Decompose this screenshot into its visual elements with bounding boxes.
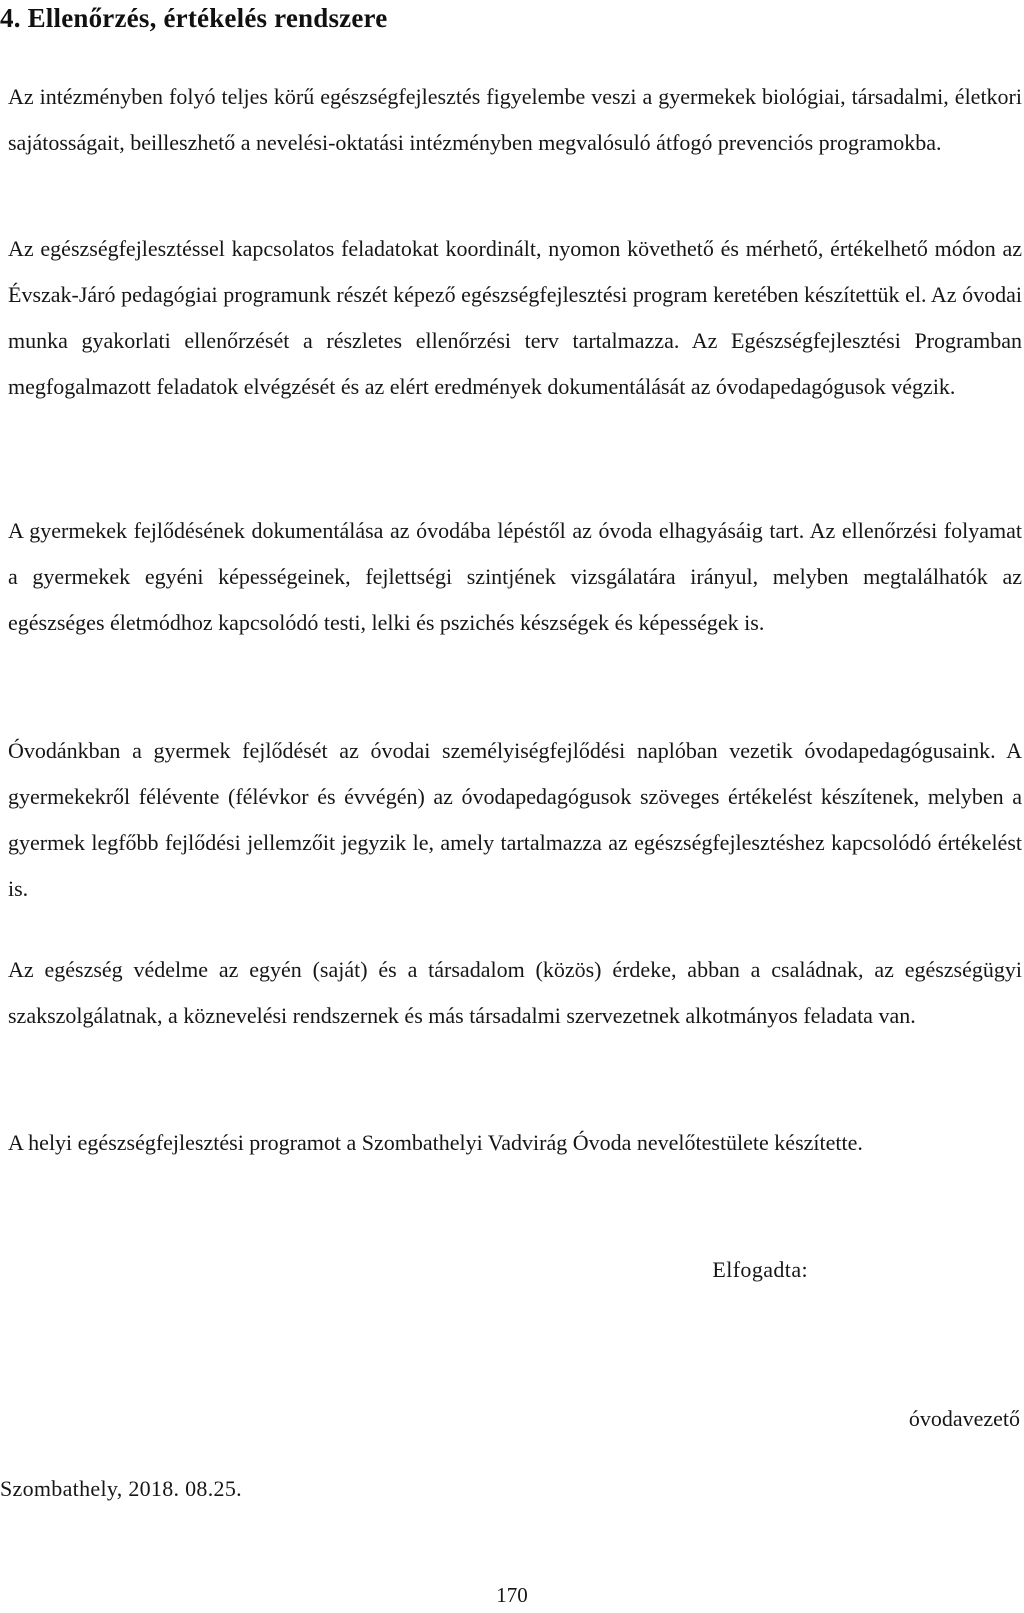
- approval-label: Elfogadta:: [712, 1257, 808, 1282]
- place-and-date: Szombathely, 2018. 08.25.: [0, 1476, 242, 1501]
- paragraph-4: Óvodánkban a gyermek fejlődését az óvodai személyiségfejlődési naplóban vezetik óvodapedagógusaink. A gyermekekről félévente (félévkor és évvégén) az óvodapedagógusok szöveges értékelést készítenek, melyben a gyermek legfőbb fejlődési jellemzőit jegyzik le, amely tartalmazza az egészségfejlesztéshez kapcsolódó értékelést is.: [8, 738, 1022, 901]
- section-heading: 4. Ellenőrzés, értékelés rendszere: [0, 3, 388, 33]
- page-number: 170: [496, 1583, 528, 1607]
- paragraph-1: Az intézményben folyó teljes körű egészségfejlesztés figyelembe veszi a gyermekek biológiai, társadalmi, életkori sajátosságait, beilleszhető a nevelési-oktatási intézményben megvalósuló átfogó prevenciós programokba.: [8, 84, 1022, 155]
- paragraph-3: A gyermekek fejlődésének dokumentálása az óvodába lépéstől az óvoda elhagyásáig tart. Az ellenőrzési folyamat a gyermekek egyéni képességeinek, fejlettségi szintjének vizsgálatára irányul, melyben megtalálhatók az egészséges életmódhoz kapcsolódó testi, lelki és pszichés készségek és képességek is.: [8, 518, 1022, 635]
- signatory-role: óvodavezető: [908, 1406, 1020, 1431]
- paragraph-5: Az egészség védelme az egyén (saját) és a társadalom (közös) érdeke, abban a családnak, az egészségügyi szakszolgálatnak, a köznevelési rendszernek és más társadalmi szervezetnek alkotmányos feladata van.: [8, 957, 1022, 1028]
- paragraph-2: Az egészségfejlesztéssel kapcsolatos feladatokat koordinált, nyomon követhető és mérhető, értékelhető módon az Évszak-Járó pedagógiai programunk részét képező egészségfejlesztési program keretében készítettük el. Az óvodai munka gyakorlati ellenőrzését a részletes ellenőrzési terv tartalmazza. Az Egészségfejlesztési Programban megfogalmazott feladatok elvégzését és az elért eredmények dokumentálását az óvodapedagógusok végzik.: [8, 236, 1022, 399]
- paragraph-6: A helyi egészségfejlesztési programot a Szombathelyi Vadvirág Óvoda nevelőtestülete készítette.: [8, 1130, 863, 1155]
